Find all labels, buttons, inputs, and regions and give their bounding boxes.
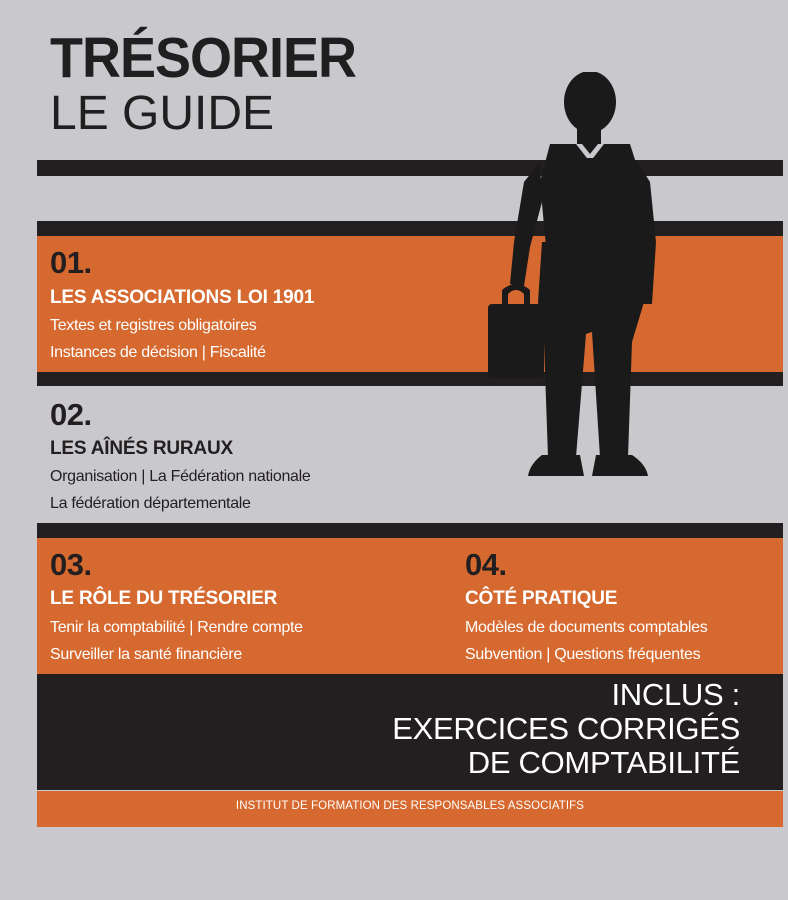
- section-02-line-1: Organisation | La Fédération nationale: [50, 468, 311, 485]
- section-01-line-2: Instances de décision | Fiscalité: [50, 344, 266, 361]
- footer-publisher: INSTITUT DE FORMATION DES RESPONSABLES ASSOCIATIFS: [235, 800, 585, 812]
- callout-line-3: DE COMPTABILITÉ: [467, 745, 740, 780]
- section-04-heading: CÔTÉ PRATIQUE: [465, 588, 618, 609]
- section-01-heading: LES ASSOCIATIONS LOI 1901: [50, 287, 315, 308]
- section-02-line-2: La fédération départementale: [50, 495, 251, 512]
- section-01-number: 01.: [50, 245, 92, 280]
- section-03-top-rule: [37, 523, 783, 538]
- businessman-silhouette-icon: [480, 72, 680, 492]
- guide-subtitle: LE GUIDE: [50, 87, 275, 140]
- section-02-number: 02.: [50, 397, 92, 432]
- section-03-line-1: Tenir la comptabilité | Rendre compte: [50, 619, 303, 636]
- section-02-heading: LES AÎNÉS RURAUX: [50, 438, 233, 459]
- callout-line-2: EXERCICES CORRIGÉS: [392, 711, 740, 746]
- section-04-line-1: Modèles de documents comptables: [465, 619, 708, 636]
- section-01-line-1: Textes et registres obligatoires: [50, 317, 257, 334]
- guide-title: TRÉSORIER: [50, 26, 357, 90]
- callout-text: [392, 678, 740, 780]
- callout-line-1: INCLUS :: [611, 677, 740, 712]
- section-03-heading: LE RÔLE DU TRÉSORIER: [50, 588, 278, 609]
- section-04-line-2: Subvention | Questions fréquentes: [465, 646, 701, 663]
- section-03-number: 03.: [50, 547, 92, 582]
- section-04-number: 04.: [465, 547, 507, 582]
- section-03-line-2: Surveiller la santé financière: [50, 646, 242, 663]
